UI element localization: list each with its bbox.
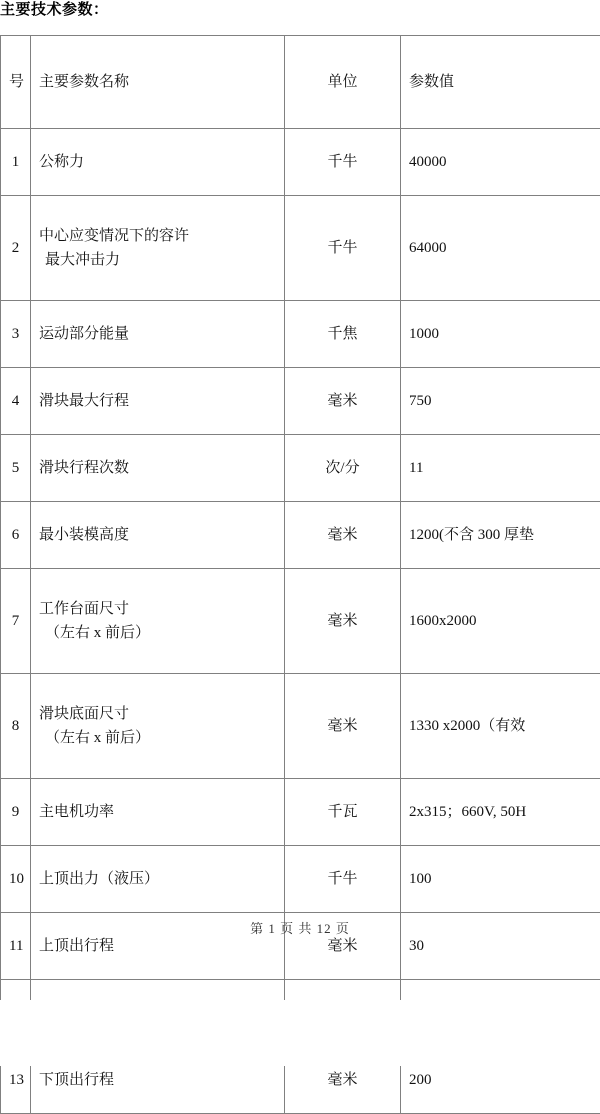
cell-no: 3 [1,301,31,368]
cell-value: 200 [401,1047,600,1114]
cell-unit: 毫米 [285,502,401,569]
table-row [1,196,600,301]
table-row [1,502,600,569]
cell-unit: 次/分 [285,435,401,502]
cell-name-line1: 工作台面尺寸 [39,597,276,621]
table-row [1,569,600,674]
cell-value: 30 [401,913,600,980]
table-row [1,301,600,368]
cell-value: 750 [401,368,600,435]
cell-value: 1330 x2000（有效 [401,674,600,779]
cell-no: 13 [1,1047,31,1114]
cell-unit: 千牛 [285,196,401,301]
cell-no: 8 [1,674,31,779]
cell-value: 1200(不含 300 厚垫 [401,502,600,569]
cell-value: 1600x2000 [401,569,600,674]
cell-no: 11 [1,913,31,980]
cell-name-line2: 最大冲击力 [39,248,276,272]
cell-unit: 毫米 [285,368,401,435]
table-header-row [1,36,600,129]
column-header-no: 号 [1,36,31,129]
cell-name-line2: （左右 x 前后） [39,726,276,750]
cell-no: 1 [1,129,31,196]
cell-name: 运动部分能量 [31,301,285,368]
cell-name: 上顶出力（液压） [31,846,285,913]
cell-name-line1: 中心应变情况下的容许 [39,224,276,248]
cell-no: 6 [1,502,31,569]
column-header-name: 主要参数名称 [31,36,285,129]
cell-value: 64000 [401,196,600,301]
cell-unit: 千瓦 [285,779,401,846]
cell-value: 1000 [401,301,600,368]
page-bottom-margin [0,1000,600,1066]
cell-name: 最小装模高度 [31,502,285,569]
table-row [1,674,600,779]
cell-no: 4 [1,368,31,435]
technical-parameters-table [0,35,600,1114]
cell-name: 下顶出行程 [31,1047,285,1114]
cell-unit: 千焦 [285,301,401,368]
cell-no: 10 [1,846,31,913]
cell-unit: 毫米 [285,913,401,980]
column-header-value: 参数值 [401,36,600,129]
cell-value: 40000 [401,129,600,196]
cell-no: 2 [1,196,31,301]
spec-table-container [0,35,600,1114]
table-row [1,435,600,502]
cell-name [31,569,285,674]
cell-unit: 毫米 [285,1047,401,1114]
cell-unit: 毫米 [285,569,401,674]
table-row [1,129,600,196]
cell-name-line2: （左右 x 前后） [39,621,276,645]
cell-unit: 毫米 [285,674,401,779]
cell-no: 5 [1,435,31,502]
cell-name: 主电机功率 [31,779,285,846]
cell-no: 7 [1,569,31,674]
table-row [1,779,600,846]
table-row [1,368,600,435]
column-header-unit: 单位 [285,36,401,129]
cell-name: 公称力 [31,129,285,196]
cell-unit: 千牛 [285,846,401,913]
page-footer: 第 1 页 共 12 页 [0,918,600,937]
cell-value: 11 [401,435,600,502]
cell-name [31,196,285,301]
cell-name: 滑块最大行程 [31,368,285,435]
cell-name [31,674,285,779]
cell-name: 上顶出行程 [31,913,285,980]
cell-value: 100 [401,846,600,913]
cell-name-line1: 滑块底面尺寸 [39,702,276,726]
table-row [1,846,600,913]
cell-unit: 千牛 [285,129,401,196]
cell-no: 9 [1,779,31,846]
cell-name: 滑块行程次数 [31,435,285,502]
page-title: 主要技术参数： [0,0,109,20]
cell-value: 2x315；660V, 50H [401,779,600,846]
